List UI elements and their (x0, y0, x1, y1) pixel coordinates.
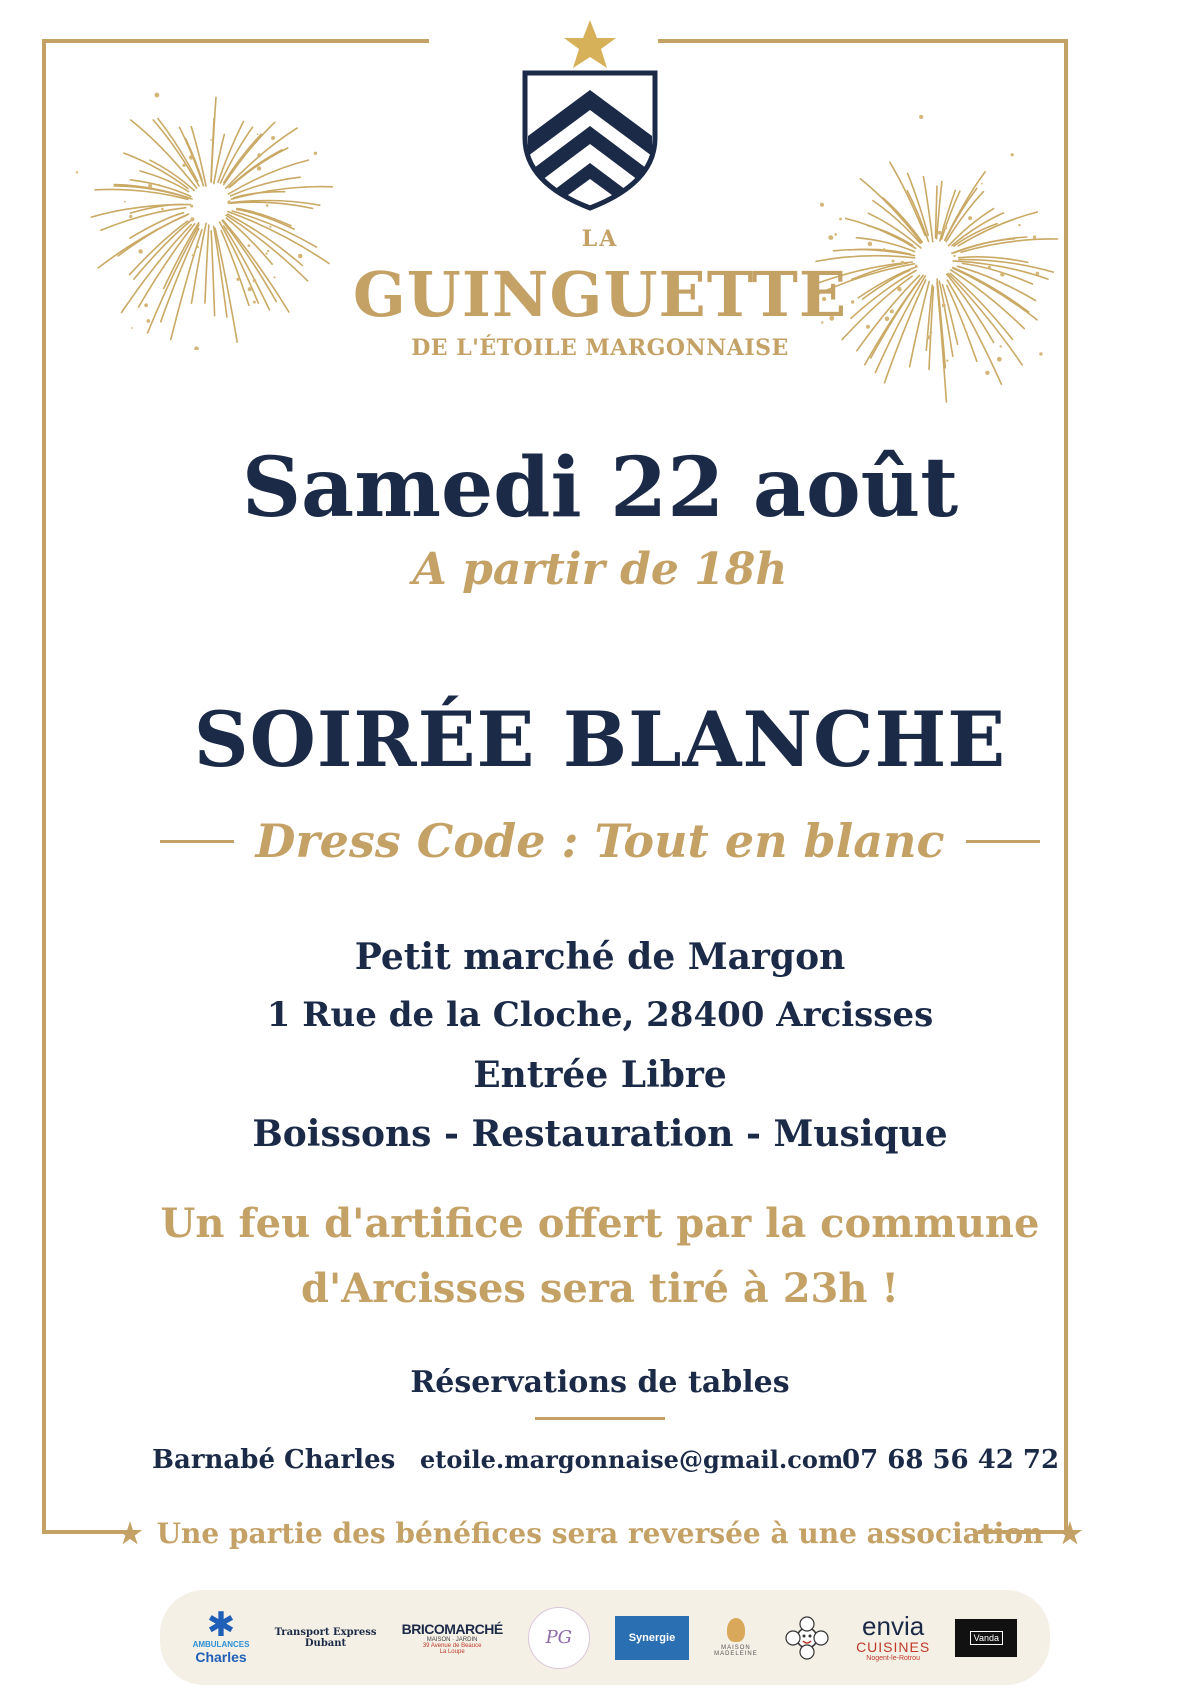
sponsor-transport-dubant (275, 1627, 377, 1649)
event-date: Samedi 22 août (241, 440, 959, 536)
sponsor-label: BRICOMARCHÉ (401, 1620, 503, 1637)
sponsor-synergie (615, 1616, 689, 1660)
sponsor-flower-mascot (783, 1614, 831, 1662)
sponsor-vanda (955, 1619, 1017, 1657)
sponsor-label: MAISON (721, 1645, 751, 1651)
contact-phone[interactable]: 07 68 56 42 72 (842, 1445, 1060, 1475)
brand-name: GUINGUETTE (352, 258, 848, 331)
dress-code: Dress Code : Tout en blanc (255, 814, 945, 868)
sponsor-label: Dubant (304, 1637, 347, 1649)
benefit-note-row (0, 1517, 1200, 1550)
sponsor-label: envia (862, 1611, 925, 1641)
sponsor-label: AMBULANCES (192, 1640, 250, 1649)
crest-icon (520, 18, 660, 213)
sponsor-maison-madeleine (714, 1618, 758, 1657)
contact-email[interactable]: etoile.margonnaise@gmail.com (420, 1445, 844, 1474)
sponsor-label: Charles (195, 1649, 247, 1665)
sponsor-label: Transport Express (274, 1626, 377, 1638)
benefit-note: Une partie des bénéfices sera reversée à une association (156, 1517, 1044, 1550)
services-info: Boissons - Restauration - Musique (252, 1113, 948, 1155)
sponsor-label: 39 Avenue de Beauce (422, 1642, 482, 1649)
sponsor-pg (528, 1607, 590, 1669)
frame-top-left (42, 39, 429, 43)
dress-code-row (0, 814, 1200, 868)
flower-mascot-icon (783, 1614, 831, 1662)
vanda-logo-icon: Vanda (970, 1631, 1003, 1645)
dress-code-left-rule (160, 840, 234, 843)
sponsor-label: MADELEINE (714, 1651, 758, 1657)
sponsors-band (160, 1590, 1050, 1685)
venue-address: 1 Rue de la Cloche, 28400 Arcisses (266, 995, 934, 1035)
sponsor-label: Synergie (628, 1631, 676, 1644)
sponsor-bricomarche (402, 1621, 503, 1655)
frame-top-right (658, 39, 1068, 43)
fireworks-line-2: d'Arcisses sera tiré à 23h ! (301, 1265, 899, 1312)
sponsor-label: Nogent-le-Rotrou (866, 1655, 920, 1662)
reservations-heading: Réservations de tables (410, 1365, 790, 1400)
madeleine-icon (727, 1618, 745, 1642)
sponsor-label: La Loupe (439, 1648, 465, 1655)
contact-name: Barnabé Charles (152, 1445, 396, 1475)
venue-name: Petit marché de Margon (354, 936, 846, 978)
star-right-icon: ★ (1057, 1517, 1083, 1550)
event-title: SOIRÉE BLANCHE (193, 695, 1007, 784)
fireworks-line-1: Un feu d'artifice offert par la commune (160, 1200, 1040, 1247)
sponsor-envia-cuisines (856, 1613, 930, 1662)
star-left-icon: ★ (117, 1517, 143, 1550)
sponsor-label: PG (545, 1627, 573, 1648)
event-time: A partir de 18h (412, 544, 788, 595)
sponsor-ambulances-charles (192, 1606, 250, 1665)
dress-code-right-rule (966, 840, 1040, 843)
sponsor-label: MAISON · JARDIN (426, 1636, 478, 1643)
sponsor-label: CUISINES (856, 1639, 931, 1655)
brand-subtitle: DE L'ÉTOILE MARGONNAISE (411, 335, 789, 361)
crest-star-icon (564, 20, 616, 68)
reservations-underline (535, 1417, 665, 1420)
brand-prefix: LA (581, 226, 619, 252)
entry-info: Entrée Libre (473, 1054, 727, 1096)
star-of-life-icon: ✱ (206, 1606, 236, 1644)
